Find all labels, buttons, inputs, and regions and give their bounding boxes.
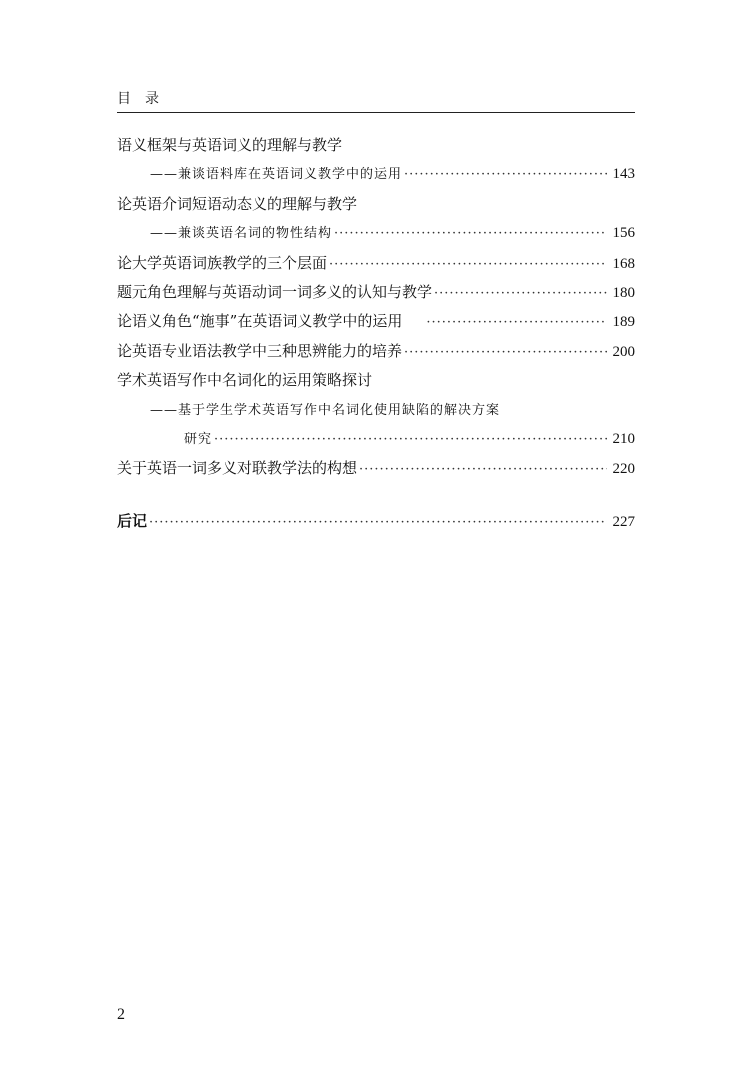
toc-entry-title: 论英语专业语法教学中三种思辨能力的培养 <box>117 341 403 360</box>
toc-entry-subtitle[interactable] <box>117 396 635 425</box>
toc-entry[interactable] <box>117 454 635 483</box>
toc-entry[interactable] <box>117 307 635 336</box>
toc-entry-afterword[interactable] <box>117 507 635 536</box>
toc-entry[interactable] <box>117 278 635 307</box>
toc-page-number: 143 <box>612 166 635 183</box>
header-divider <box>117 112 635 113</box>
dot-leader <box>434 279 606 308</box>
toc-entry-subtitle-continued[interactable] <box>117 425 635 454</box>
toc-entry-title: 学术英语写作中名词化的运用策略探讨 <box>117 371 373 390</box>
toc-entry-title: ——兼谈语料库在英语词义教学中的运用 <box>150 167 403 183</box>
dot-leader <box>334 219 606 248</box>
dot-leader <box>214 425 606 454</box>
dot-leader <box>404 338 606 367</box>
toc-page-number: 189 <box>612 314 635 331</box>
toc-entry-subtitle[interactable] <box>117 160 635 189</box>
dot-leader <box>359 455 606 484</box>
toc-entry-title: 后记 <box>117 511 148 530</box>
toc-entry[interactable] <box>117 190 635 219</box>
dot-leader <box>329 250 606 279</box>
section-gap <box>117 484 635 507</box>
toc-entry-title: 语义框架与英语词义的理解与教学 <box>117 136 343 154</box>
toc-entry-title: 论语义角色“施事”在英语词义教学中的运用 <box>117 312 403 331</box>
toc-page-number: 210 <box>612 430 635 447</box>
dot-leader <box>404 160 606 189</box>
toc-page-number: 156 <box>612 225 635 242</box>
running-header: 目 录 <box>117 91 159 107</box>
table-of-contents <box>117 131 635 536</box>
toc-entry[interactable] <box>117 366 635 395</box>
toc-entry-title: 论大学英语词族教学的三个层面 <box>117 253 328 272</box>
dot-leader <box>149 508 606 537</box>
toc-page-number: 220 <box>612 461 635 478</box>
toc-entry-title: 研究 <box>184 431 213 447</box>
toc-entry-title: ——兼谈英语名词的物性结构 <box>150 226 333 242</box>
page-number: 2 <box>117 1006 125 1023</box>
toc-entry-title: 关于英语一词多义对联教学法的构想 <box>117 459 358 478</box>
toc-page-number: 227 <box>612 513 635 530</box>
toc-page-number: 200 <box>612 343 635 360</box>
toc-entry-subtitle[interactable] <box>117 219 635 248</box>
toc-entry-title: 论英语介词短语动态义的理解与教学 <box>117 194 358 213</box>
dot-leader <box>426 308 606 337</box>
toc-page-number: 168 <box>612 255 635 272</box>
toc-entry[interactable] <box>117 131 635 160</box>
toc-entry[interactable] <box>117 337 635 366</box>
toc-entry-title: 题元角色理解与英语动词一词多义的认知与教学 <box>117 282 433 301</box>
toc-entry[interactable] <box>117 249 635 278</box>
toc-entry-title: ——基于学生学术英语写作中名词化使用缺陷的解决方案 <box>150 402 501 418</box>
toc-page-number: 180 <box>612 284 635 301</box>
